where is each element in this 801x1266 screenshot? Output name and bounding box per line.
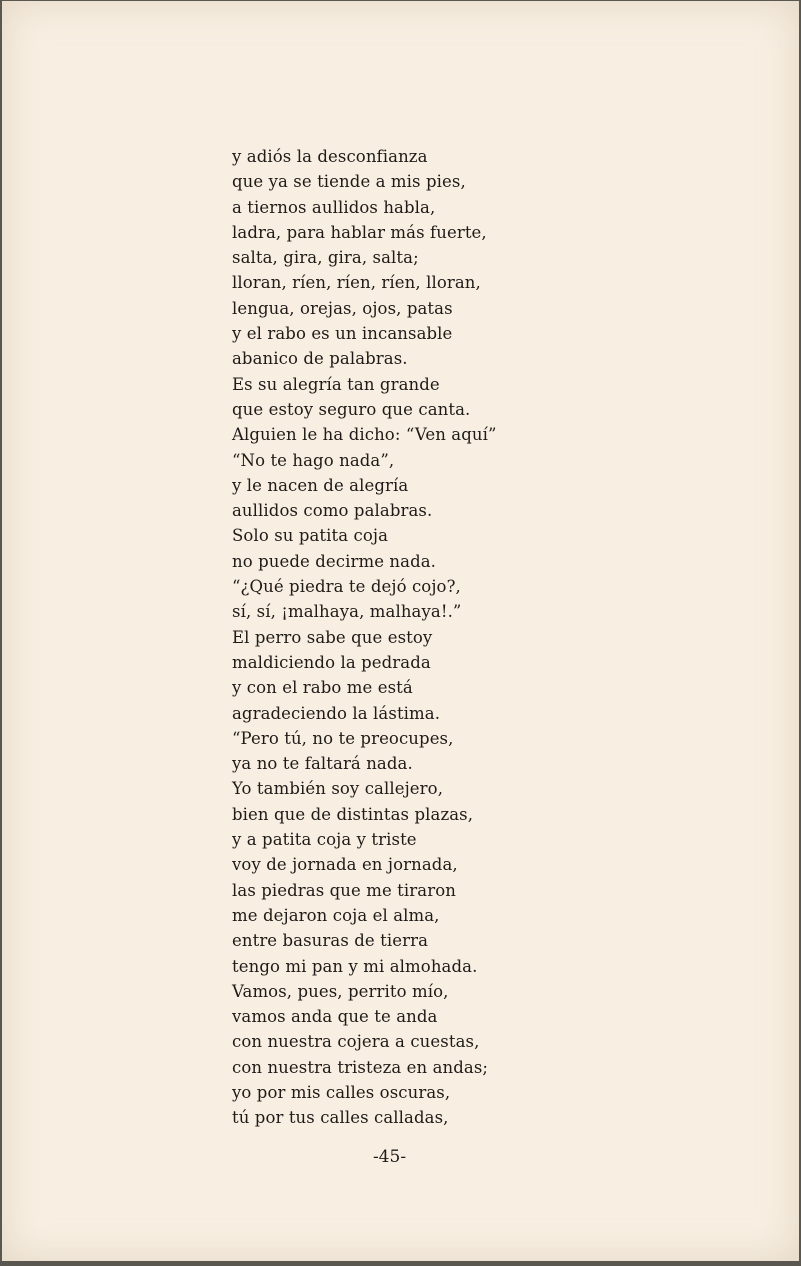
poem-line: y el rabo es un incansable [232, 324, 453, 344]
poem-line: “¿Qué piedra te dejó cojo?, [232, 577, 461, 597]
poem-line: entre basuras de tierra [232, 931, 429, 951]
poem-line: tú por tus calles calladas, [232, 1108, 449, 1128]
poem-line: yo por mis calles oscuras, [232, 1082, 451, 1102]
poem-line: a tiernos aullidos habla, [232, 197, 436, 217]
poem-line: Yo también soy callejero, [232, 779, 444, 799]
poem-line: vamos anda que te anda [232, 1007, 438, 1027]
poem-line: las piedras que me tiraron [232, 880, 456, 900]
poem-line: ladra, para hablar más fuerte, [232, 222, 487, 242]
poem-line: lengua, orejas, ojos, patas [232, 298, 453, 318]
poem-line: tengo mi pan y mi almohada. [232, 956, 478, 976]
poem-line: ya no te faltará nada. [232, 754, 413, 774]
page-number [2, 1147, 799, 1167]
poem-line: salta, gira, gira, salta; [232, 248, 419, 268]
poem-line: y a patita coja y triste [232, 830, 417, 850]
poem-line: Es su alegría tan grande [232, 374, 440, 394]
poem-line: bien que de distintas plazas, [232, 804, 474, 824]
poem-line: que estoy seguro que canta. [232, 399, 471, 419]
poem-line: “No te hago nada”, [232, 450, 395, 470]
poem-line: sí, sí, ¡malhaya, malhaya!.” [232, 602, 462, 622]
poem-line: maldiciendo la pedrada [232, 652, 431, 672]
poem-line: y con el rabo me está [232, 678, 413, 698]
poem-line: y adiós la desconfianza [232, 147, 428, 166]
poem-line: me dejaron coja el alma, [232, 905, 440, 925]
poem-line: “Pero tú, no te preocupes, [232, 728, 454, 748]
poem-line: y le nacen de alegría [232, 475, 409, 495]
book-page [2, 1, 799, 1261]
poem-line: lloran, ríen, ríen, ríen, lloran, [232, 273, 481, 293]
page-number-label: -45- [372, 1147, 407, 1167]
poem-line: El perro sabe que estoy [232, 627, 433, 647]
poem-text [232, 144, 612, 1131]
poem-line: aullidos como palabras. [232, 501, 433, 521]
poem-line: que ya se tiende a mis pies, [232, 172, 466, 192]
poem-line: voy de jornada en jornada, [232, 855, 458, 875]
poem-line: no puede decirme nada. [232, 551, 437, 571]
poem-line: Vamos, pues, perrito mío, [232, 981, 449, 1001]
poem-line: agradeciendo la lástima. [232, 703, 441, 723]
poem-line: Alguien le ha dicho: “Ven aquí” [232, 425, 497, 445]
poem-line: con nuestra tristeza en andas; [232, 1057, 489, 1077]
poem-line: con nuestra cojera a cuestas, [232, 1032, 480, 1052]
poem-line: Solo su patita coja [232, 526, 389, 546]
poem-line: abanico de palabras. [232, 349, 408, 369]
